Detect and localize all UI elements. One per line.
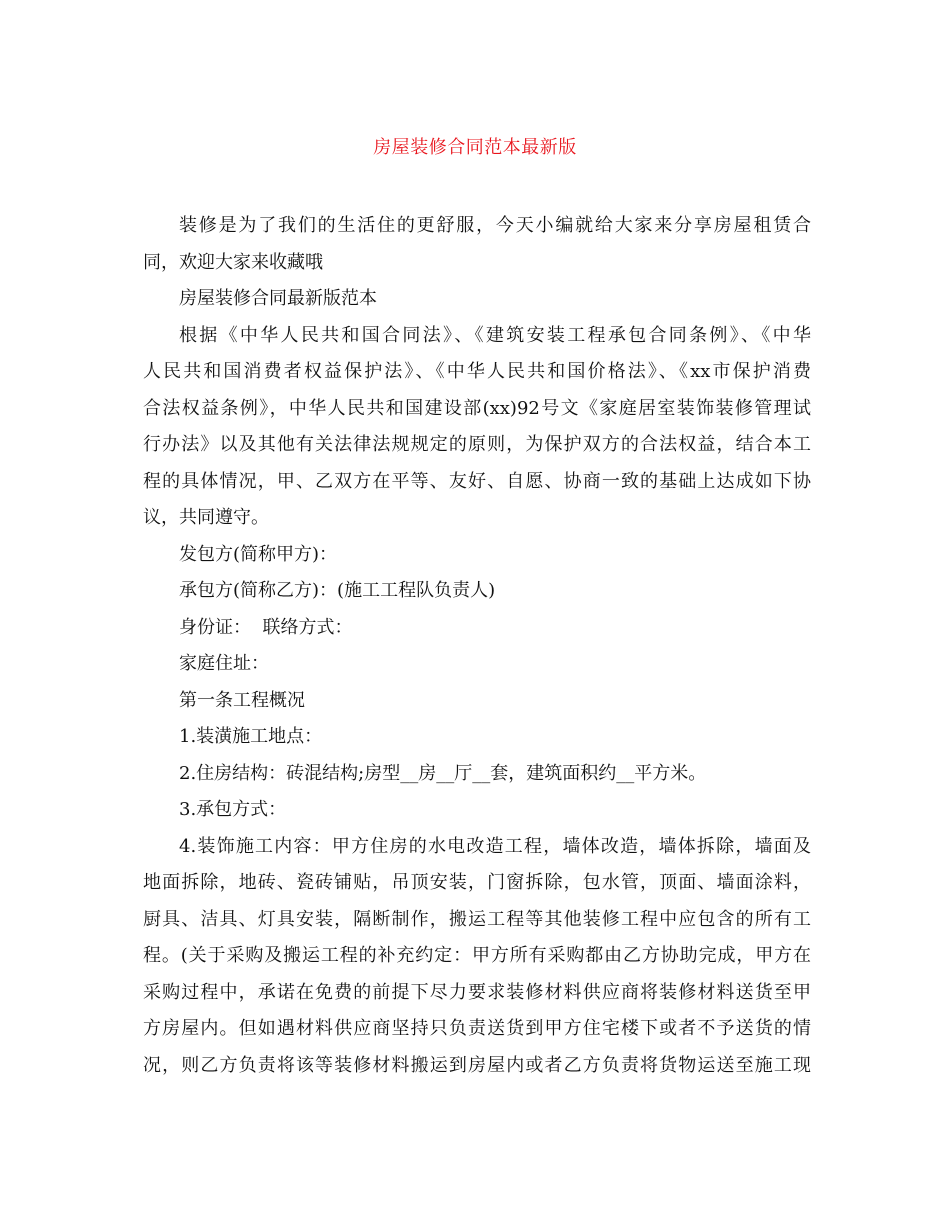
id-contact-line: 身份证： 联络方式： [179,616,353,638]
basis-line-4: 行办法》以及其他有关法律法规规定的原则，为保护双方的合法权益，结合本工 [143,434,811,455]
document-body [143,208,811,1084]
party-b-line: 承包方(简称乙方)：(施工工程队负责人) [179,580,496,601]
basis-line-3: 合法权益条例》，中华人民共和国建设部(xx)92号文《家庭居室装饰装修管理试 [143,397,811,419]
item-2-line: 2.住房结构：砖混结构;房型__房__厅__套，建筑面积约__平方米。 [179,762,707,784]
intro-line-1: 装修是为了我们的生活住的更舒服，今天小编就给大家来分享房屋租赁合 [179,215,811,236]
intro-line-2: 同，欢迎大家来收藏哦 [143,251,323,273]
item-4-line-3: 厨具、洁具、灯具安装，隔断制作，搬运工程等其他装修工程中应包含的所有工 [143,908,811,930]
item-4-line-5: 采购过程中，承诺在免费的前提下尽力要求装修材料供应商将装修材料送货至甲 [143,981,811,1003]
address-line: 家庭住址： [179,653,269,674]
basis-line-5: 程的具体情况，甲、乙双方在平等、友好、自愿、协商一致的基础上达成如下协 [143,470,811,492]
document-title: 房屋装修合同范本最新版 [373,137,577,158]
item-4-line-1: 4.装饰施工内容：甲方住房的水电改造工程，墙体改造，墙体拆除，墙面及 [179,835,811,857]
item-4-line-4: 程。(关于采购及搬运工程的补充约定：甲方所有采购都由乙方协助完成，甲方在 [143,945,811,966]
basis-line-2: 人民共和国消费者权益保护法》、《中华人民共和国价格法》、《xx市保护消费 [143,361,811,382]
item-4-line-2: 地面拆除，地砖、瓷砖铺贴，吊顶安装，门窗拆除，包水管，顶面、墙面涂料， [143,872,811,893]
item-3-line: 3.承包方式： [179,799,287,820]
item-4-line-7: 况，则乙方负责将该等装修材料搬运到房屋内或者乙方负责将货物运送至施工现 [143,1054,811,1076]
party-a-line: 发包方(简称甲方)： [179,543,338,565]
basis-line-1: 根据《中华人民共和国合同法》、《建筑安装工程承包合同条例》、《中华 [179,324,811,346]
basis-line-6: 议，共同遵守。 [143,507,269,528]
contract-subtitle: 房屋装修合同最新版范本 [179,288,377,309]
item-4-line-6: 方房屋内。但如遇材料供应商坚持只负责送货到甲方住宅楼下或者不予送货的情 [143,1018,811,1039]
item-1-line: 1.装潢施工地点： [179,726,323,747]
article-1-heading: 第一条工程概况 [179,689,305,711]
